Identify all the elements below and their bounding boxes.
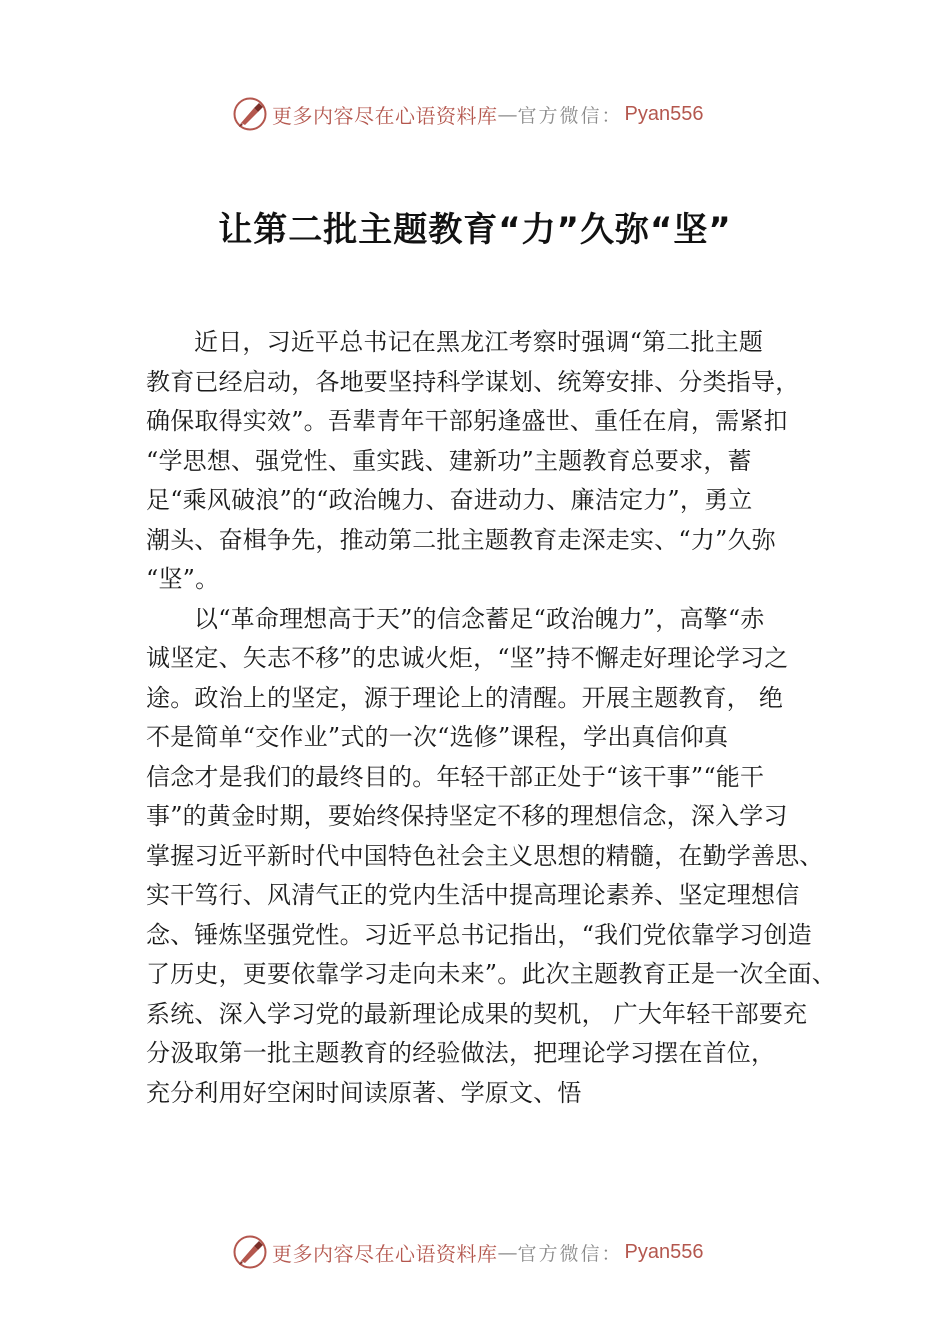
banner-wechat-label: 官方微信： <box>517 104 623 127</box>
paragraph-line: 系统、深入学习党的最新理论成果的契机， 广大年轻干部要充 <box>146 999 808 1028</box>
paragraph-line: 近日，习近平总书记在黑龙江考察时强调“第二批主题 <box>194 328 764 356</box>
paragraph-line: 确保取得实效”。吾辈青年干部躬逢盛世、重任在肩，需紧扣 <box>146 407 788 435</box>
paragraph-line: 教育已经启动，各地要坚持科学谋划、统筹安排、分类指导， <box>146 367 800 396</box>
pen-logo-icon <box>232 96 268 132</box>
document-title: 让第二批主题教育“力”久弥“坚” <box>218 210 732 250</box>
footer-banner <box>232 1232 703 1272</box>
paragraph-line: 掌握习近平新时代中国特色社会主义思想的精髓，在勤学善思、 <box>146 841 824 870</box>
pen-logo-icon <box>232 1234 268 1270</box>
banner-wechat-id: Pyan556 <box>624 102 704 125</box>
paragraph-line: “学思想、强党性、重实践、建新功”主题教育总要求，蓄 <box>146 446 752 475</box>
header-banner <box>232 94 703 134</box>
paragraph-line: 了历史，更要依靠学习走向未来”。此次主题教育正是一次全面、 <box>146 960 837 988</box>
paragraph-line: 事”的黄金时期，要始终保持坚定不移的理想信念，深入学习 <box>146 802 788 830</box>
banner-wechat-id: Pyan556 <box>624 1240 704 1263</box>
paragraph-line: 以“革命理想高于天”的信念蓄足“政治魄力”，高擎“赤 <box>194 604 765 633</box>
banner-separator: — <box>497 1240 518 1264</box>
paragraph-line: 充分利用好空闲时间读原著、学原文、悟 <box>146 1078 582 1107</box>
paragraph-line: 足“乘风破浪”的“政治魄力、奋进动力、廉洁定力”，勇立 <box>146 486 753 514</box>
paragraph-line: “坚”。 <box>146 565 220 593</box>
paragraph-line: 实干笃行、风清气正的党内生活中提高理论素养、坚定理想信 <box>146 881 800 909</box>
banner-separator: — <box>497 102 518 126</box>
paragraph-line: 信念才是我们的最终目的。年轻干部正处于“该干事”“能干 <box>146 762 765 791</box>
paragraph-line: 不是简单“交作业”式的一次“选修”课程，学出真信仰真 <box>146 723 729 751</box>
paragraph-line: 诚坚定、矢志不移”的忠诚火炬，“坚”持不懈走好理论学习之 <box>146 644 789 672</box>
paragraph-line: 念、锤炼坚强党性。习近平总书记指出，“我们党依靠学习创造 <box>146 920 812 949</box>
banner-slogan: 更多内容尽在心语资料库 <box>272 103 498 128</box>
article-body <box>146 323 837 1113</box>
paragraph-line: 潮头、奋楫争先，推动第二批主题教育走深走实、“力”久弥 <box>146 525 776 554</box>
paragraph-line: 分汲取第一批主题教育的经验做法，把理论学习摆在首位， <box>146 1039 776 1067</box>
banner-wechat-label: 官方微信： <box>517 1242 623 1265</box>
banner-slogan: 更多内容尽在心语资料库 <box>272 1241 498 1266</box>
paragraph-line: 途。政治上的坚定，源于理论上的清醒。开展主题教育， 绝 <box>146 683 784 712</box>
